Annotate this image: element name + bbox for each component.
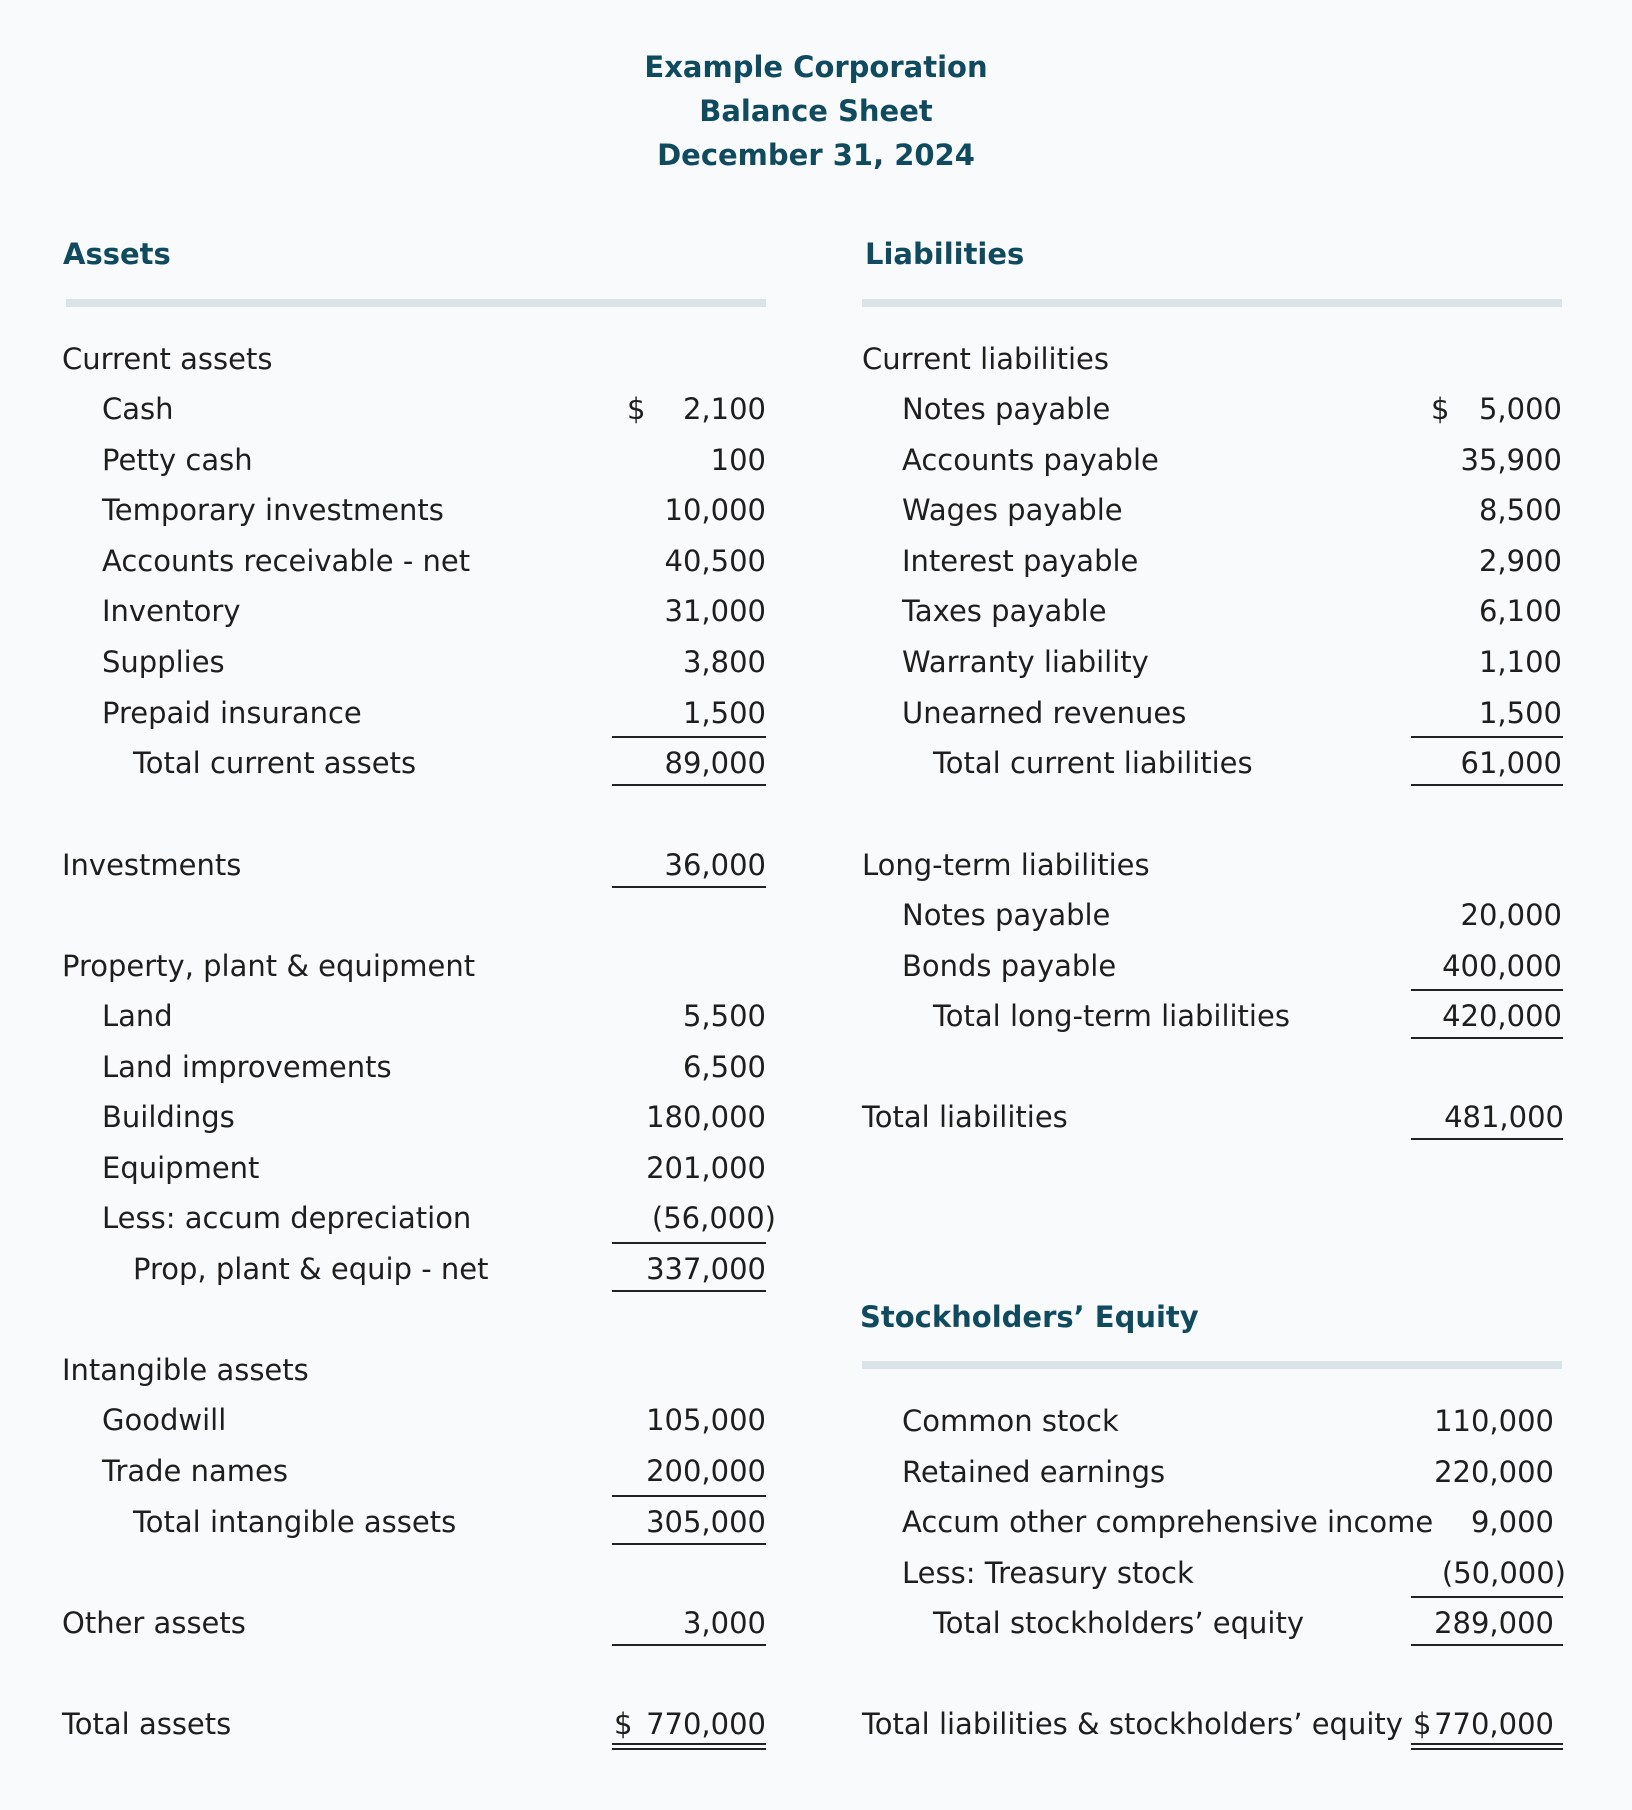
asset-line-item-amount: 3,800 xyxy=(682,645,766,679)
longterm-line-item-amount: 400,000 xyxy=(1442,948,1562,983)
total-current-liabilities-amount: 61,000 xyxy=(1460,746,1562,780)
liability-line-item-label: Interest payable xyxy=(902,543,1139,578)
ppe-line-item-label: Land improvements xyxy=(102,1049,392,1084)
equity-line-item-label: Accum other comprehensive income xyxy=(902,1505,1434,1540)
total-rule xyxy=(1411,1037,1563,1039)
total-intangible-assets-label: Total intangible assets xyxy=(133,1505,457,1539)
ppe-line-item-label: Equipment xyxy=(102,1150,260,1185)
total-assets-row-dollar-sign: $ xyxy=(614,1707,633,1741)
ppe-line-item-amount: 5,500 xyxy=(682,999,766,1033)
other-assets-row-label: Other assets xyxy=(62,1606,246,1640)
total-equity-row-amount: 289,000 xyxy=(1434,1606,1554,1640)
total-liabilities-equity-row-dollar-sign: $ xyxy=(1413,1707,1432,1741)
ppe-net-total-label: Prop, plant & equip - net xyxy=(133,1252,489,1286)
total-current-liabilities-label: Total current liabilities xyxy=(933,746,1253,780)
ppe-line-item-label: Less: accum depreciation xyxy=(102,1201,472,1236)
total-current-liabilities xyxy=(0,738,1632,788)
investments-row-amount: 36,000 xyxy=(664,848,766,882)
liability-line-item-label: Accounts payable xyxy=(902,442,1159,477)
total-rule xyxy=(1411,784,1563,786)
asset-line-item-amount: 1,500 xyxy=(682,695,766,730)
longterm-line-item-label: Notes payable xyxy=(902,898,1111,932)
total-longterm-liabilities xyxy=(0,991,1632,1041)
liability-line-item-amount: 5,000 xyxy=(1478,392,1562,426)
longterm-line-item-label: Bonds payable xyxy=(902,948,1117,983)
liability-line-item-dollar-sign: $ xyxy=(1431,392,1450,426)
asset-line-item-label: Temporary investments xyxy=(102,493,444,528)
total-assets-row-label: Total assets xyxy=(62,1707,232,1741)
asset-line-item-dollar-sign: $ xyxy=(627,392,646,426)
company-name: Example Corporation xyxy=(644,50,988,84)
longterm-liabilities-label-label: Long-term liabilities xyxy=(862,848,1150,882)
liability-line-item xyxy=(0,637,1632,687)
asset-line-item-label: Prepaid insurance xyxy=(102,695,362,730)
liability-line-item-amount: 2,900 xyxy=(1478,543,1562,578)
liability-line-item-amount: 1,100 xyxy=(1478,645,1562,679)
ppe-line-item xyxy=(0,1143,1632,1193)
equity-heading: Stockholders’ Equity xyxy=(860,1300,1199,1334)
liability-line-item xyxy=(0,536,1632,586)
equity-line-item-amount: 9,000 xyxy=(1470,1505,1554,1540)
ppe-net-total-amount: 337,000 xyxy=(646,1252,766,1286)
total-current-assets-label: Total current assets xyxy=(133,746,417,780)
report-date: December 31, 2024 xyxy=(657,138,975,172)
total-assets-row-amount: 770,000 xyxy=(646,1707,766,1741)
assets-heading: Assets xyxy=(63,237,171,271)
asset-line-item-label: Inventory xyxy=(102,594,241,629)
total-rule xyxy=(1411,1138,1563,1140)
ppe-line-item-amount: 201,000 xyxy=(646,1150,766,1185)
intangible-line-item-amount: 200,000 xyxy=(646,1453,766,1488)
total-longterm-liabilities-label: Total long-term liabilities xyxy=(933,999,1290,1033)
asset-line-item-label: Petty cash xyxy=(102,442,253,477)
equity-line-item-amount: 220,000 xyxy=(1434,1454,1554,1489)
liability-line-item-label: Taxes payable xyxy=(902,594,1107,629)
liabilities-heading: Liabilities xyxy=(865,237,1025,271)
equity-line-item-label: Retained earnings xyxy=(902,1454,1166,1489)
equity-line-item-amount: 110,000 xyxy=(1434,1404,1554,1438)
liability-line-item xyxy=(0,435,1632,485)
total-intangible-assets-amount: 305,000 xyxy=(646,1505,766,1539)
ppe-line-item-amount: 180,000 xyxy=(646,1100,766,1135)
ppe-line-item-amount: 6,500 xyxy=(682,1049,766,1084)
current-liabilities-label xyxy=(0,334,1632,384)
ppe-line-item-label: Buildings xyxy=(102,1100,235,1135)
total-equity-row-label: Total stockholders’ equity xyxy=(933,1606,1305,1640)
intangible-line-item-label: Goodwill xyxy=(102,1403,227,1437)
asset-line-item-amount: 100 xyxy=(710,442,766,477)
equity-line-item xyxy=(0,1548,1632,1598)
liability-line-item-amount: 35,900 xyxy=(1460,442,1562,477)
total-liabilities-row-label: Total liabilities xyxy=(862,1100,1068,1134)
asset-line-item-amount: 10,000 xyxy=(664,493,766,528)
total-liabilities-equity-row-amount: 770,000 xyxy=(1434,1707,1554,1741)
intangible-line-item-label: Trade names xyxy=(102,1453,288,1488)
total-equity-row xyxy=(0,1598,1632,1648)
current-assets-label-label: Current assets xyxy=(62,342,273,376)
ppe-line-item-amount: (56,000) xyxy=(651,1201,776,1236)
liability-line-item-label: Notes payable xyxy=(902,392,1111,426)
ppe-net-total xyxy=(0,1244,1632,1294)
subtotal-rule xyxy=(1411,1596,1563,1598)
equity-line-item xyxy=(0,1497,1632,1547)
investments-row-label: Investments xyxy=(62,848,242,882)
ppe-label-label: Property, plant & equipment xyxy=(62,949,476,983)
asset-line-item-label: Accounts receivable - net xyxy=(102,543,471,578)
longterm-liabilities-label xyxy=(0,840,1632,890)
liability-line-item-amount: 1,500 xyxy=(1478,695,1562,730)
total-rule xyxy=(612,1290,766,1292)
total-liabilities-equity-row-label: Total liabilities & stockholders’ equity xyxy=(862,1707,1403,1741)
report-title: Balance Sheet xyxy=(699,94,933,128)
intangible-label xyxy=(0,1345,1632,1395)
grand-total-double-rule xyxy=(1411,1743,1563,1750)
total-liabilities-equity-row xyxy=(0,1699,1632,1749)
total-liabilities-row-amount: 481,000 xyxy=(1444,1100,1564,1134)
current-liabilities-label-label: Current liabilities xyxy=(862,342,1109,376)
liability-line-item xyxy=(0,688,1632,738)
longterm-line-item xyxy=(0,941,1632,991)
liability-line-item xyxy=(0,485,1632,535)
asset-line-item-label: Supplies xyxy=(102,645,225,679)
equity-line-item-amount: (50,000) xyxy=(1441,1555,1566,1590)
ppe-line-item xyxy=(0,1042,1632,1092)
liability-line-item-amount: 8,500 xyxy=(1478,493,1562,528)
total-current-assets-amount: 89,000 xyxy=(664,746,766,780)
liability-line-item-label: Warranty liability xyxy=(902,645,1149,679)
longterm-line-item-amount: 20,000 xyxy=(1460,898,1562,932)
equity-line-item-label: Common stock xyxy=(902,1404,1119,1438)
asset-line-item-amount: 31,000 xyxy=(664,594,766,629)
asset-line-item-label: Cash xyxy=(102,392,174,426)
subtotal-rule xyxy=(1411,736,1563,738)
equity-line-item xyxy=(0,1396,1632,1446)
liability-line-item-label: Unearned revenues xyxy=(902,695,1187,730)
total-longterm-liabilities-amount: 420,000 xyxy=(1442,999,1562,1033)
intangible-label-label: Intangible assets xyxy=(62,1353,309,1387)
liability-line-item xyxy=(0,586,1632,636)
liabilities-divider xyxy=(862,299,1562,307)
liability-line-item-label: Wages payable xyxy=(902,493,1123,528)
assets-divider xyxy=(66,299,766,307)
intangible-line-item-amount: 105,000 xyxy=(646,1403,766,1437)
ppe-line-item-label: Land xyxy=(102,999,173,1033)
subtotal-rule xyxy=(612,1242,766,1244)
subtotal-rule xyxy=(1411,989,1563,991)
equity-line-item xyxy=(0,1447,1632,1497)
total-liabilities-row xyxy=(0,1092,1632,1142)
liability-line-item-amount: 6,100 xyxy=(1478,594,1562,629)
ppe-line-item xyxy=(0,1193,1632,1243)
asset-line-item-amount: 2,100 xyxy=(682,392,766,426)
other-assets-row-amount: 3,000 xyxy=(682,1606,766,1640)
asset-line-item-amount: 40,500 xyxy=(664,543,766,578)
total-rule xyxy=(1411,1644,1563,1646)
equity-line-item-label: Less: Treasury stock xyxy=(902,1555,1194,1590)
longterm-line-item xyxy=(0,890,1632,940)
liability-line-item xyxy=(0,384,1632,434)
